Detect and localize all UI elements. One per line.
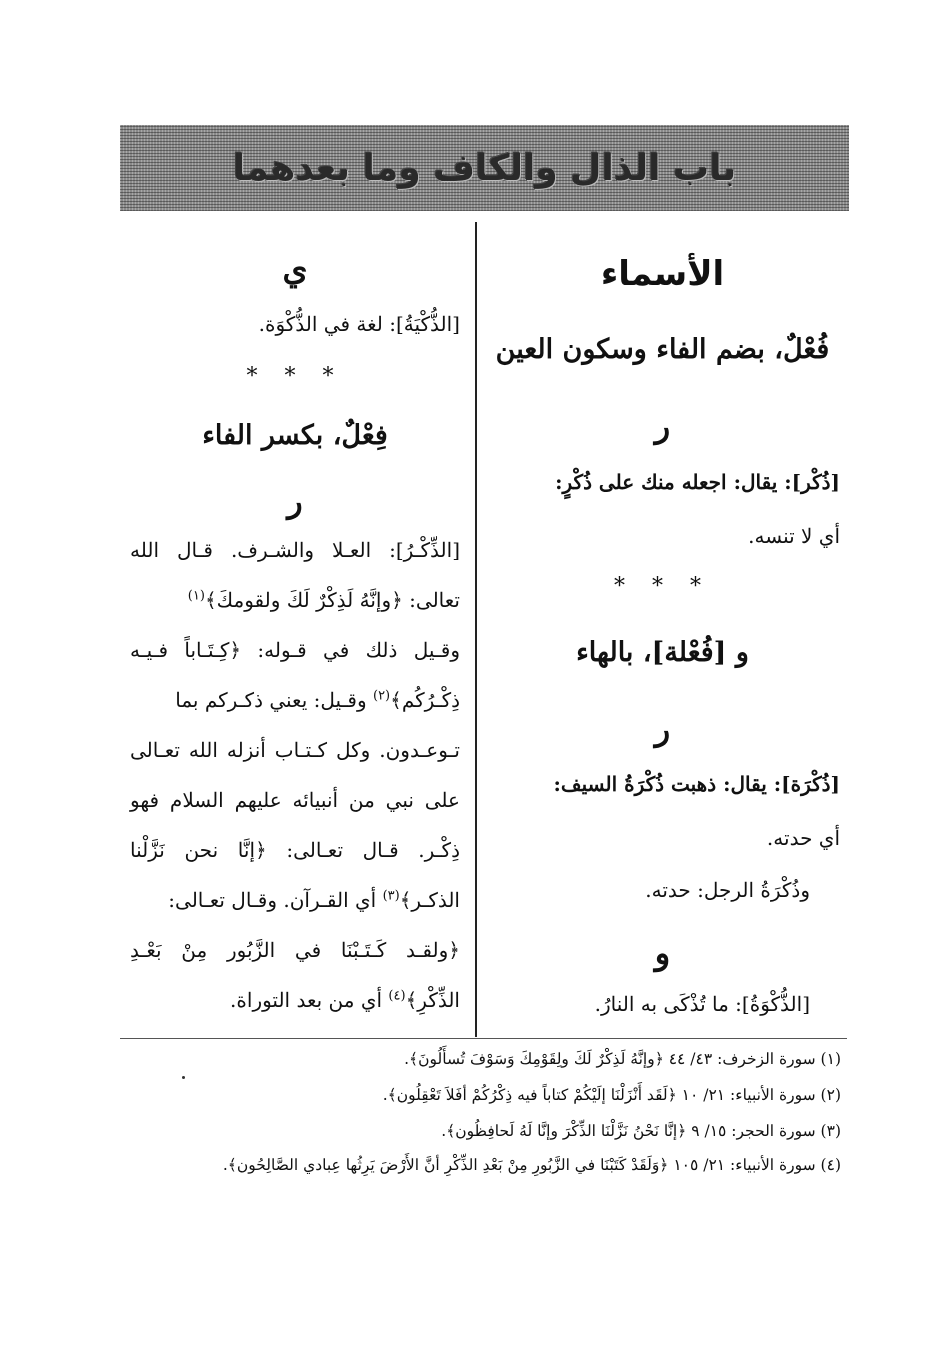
pattern-heading-fiul: فِعْلٌ، بكسر الفاء — [202, 420, 388, 451]
pattern-heading-fuul: فُعْلٌ، بضم الفاء وسكون العين — [495, 334, 830, 365]
footnote-ref-1[interactable]: (١) — [187, 588, 205, 604]
text-line-7: ذِكْـر. قـال تعـالى: ﴿إنَّا نحن نَزَّلْنا — [130, 838, 460, 862]
text-line-1: [الذِّكْـرُ]: العـلا والشـرف. قـال الله — [130, 538, 460, 562]
chapter-banner — [120, 125, 849, 211]
letter-heading-ra-left: ر — [287, 482, 303, 520]
text-line-2: تعالى: ﴿وإنَّهُ لَذِكْرٌ لَكَ ولقومكَ﴾$^{(١)}$ — [187, 588, 460, 612]
footnote-separator — [120, 1038, 847, 1039]
entry-dhukr-line1: [ذُكْر]: يقال: اجعله منك على ذُكْرٍ: — [555, 470, 840, 494]
section-title: الأسماء — [600, 254, 725, 294]
separator-stars: * * * — [614, 574, 711, 599]
entry-dhukra-line1: [ذُكْرَة]: يقال: ذهبت ذُكْرَةُ السيف: — [553, 772, 840, 796]
footnote-4: (٤) سورة الأنبياء: ٢١/ ١٠٥ ﴿وَلَقَدْ كَتَبْنَا في الزَّبُورِ مِنْ بَعْدِ الذِّكْرِ أنَّ الأَرْضَ يَرِثُها عِبادي الصَّالِحُون﴾. — [222, 1156, 841, 1174]
chapter-title: باب الذال والكاف وما بعدهما — [232, 147, 737, 189]
scan-speck — [182, 1076, 185, 1079]
entry-dhukra-line3: وذُكْرَةُ الرجل: حدته. — [645, 878, 810, 902]
text-line-8: الذكـر﴾$^{(٣)}$ أي القـرآن. وقـال تعـالى: — [168, 888, 460, 912]
text-line-10: الذِّكْرِ﴾$^{(٤)}$ أي من بعد التوراة. — [230, 988, 460, 1012]
pattern-heading-fuula: و [فُعْلة]، بالهاء — [576, 637, 749, 668]
letter-heading-ra-2: ر — [654, 710, 671, 748]
letter-heading-ya: ي — [282, 250, 308, 288]
entry-dhukra-line2: أي حدته. — [766, 826, 840, 850]
text-line-5: تـوعـدون. وكل كـتـاب أنزله الله تعـالى — [130, 738, 460, 762]
text-line-9: ﴿ولقـد كَـتَـبْنَا في الزَّبُور مِنْ بَعْـدِ — [130, 938, 460, 962]
footnote-2: (٢) سورة الأنبياء: ٢١/ ١٠ ﴿لَقَد أَنْزَلْنَا إلَيْكُمْ كتاباً فيه ذِكْرُكُمْ أفَلاَ تَعْقِلُون﴾. — [382, 1086, 841, 1104]
separator-stars-left: * * * — [246, 364, 344, 389]
text-line-4: ذِكْـرُكُم﴾$^{(٢)}$ وقـيل: يعني ذكـركم بما — [175, 688, 460, 712]
column-divider — [475, 222, 477, 1037]
footnote-ref-4[interactable]: (٤) — [388, 988, 406, 1004]
letter-heading-ra: ر — [654, 407, 671, 445]
text-line-6: على نبي من أنبيائه عليهم السلام فهو — [130, 788, 460, 812]
entry-dhukya: [الذُّكْيَةُ]: لغة في الذُّكْوَة. — [258, 312, 460, 336]
footnote-ref-3[interactable]: (٣) — [382, 888, 400, 904]
entry-dhukr-line2: أي لا تنسه. — [748, 524, 840, 548]
letter-heading-waw: و — [654, 934, 671, 972]
footnote-1: (١) سورة الزخرف: ٤٣/ ٤٤ ﴿وإنَّهُ لَذِكْرٌ لَكَ ولِقَوْمِكَ وَسَوْفَ تُسأَلُونَ﴾. — [404, 1050, 841, 1068]
text-line-3: وقـيل ذلك في قـوله: ﴿كِـتَـاباً فـيـه — [130, 638, 460, 662]
footnote-ref-2[interactable]: (٢) — [372, 688, 391, 704]
footnote-3: (٣) سورة الحجر: ١٥/ ٩ ﴿إنَّا نَحْنُ نَزَّلْنَا الذِّكْرَ وإنَّا لَهُ لَحافِظُون﴾. — [441, 1122, 841, 1140]
entry-dhukwa: [الذُّكْوَةُ]: ما تُذْكَى به النارُ. — [594, 992, 810, 1016]
